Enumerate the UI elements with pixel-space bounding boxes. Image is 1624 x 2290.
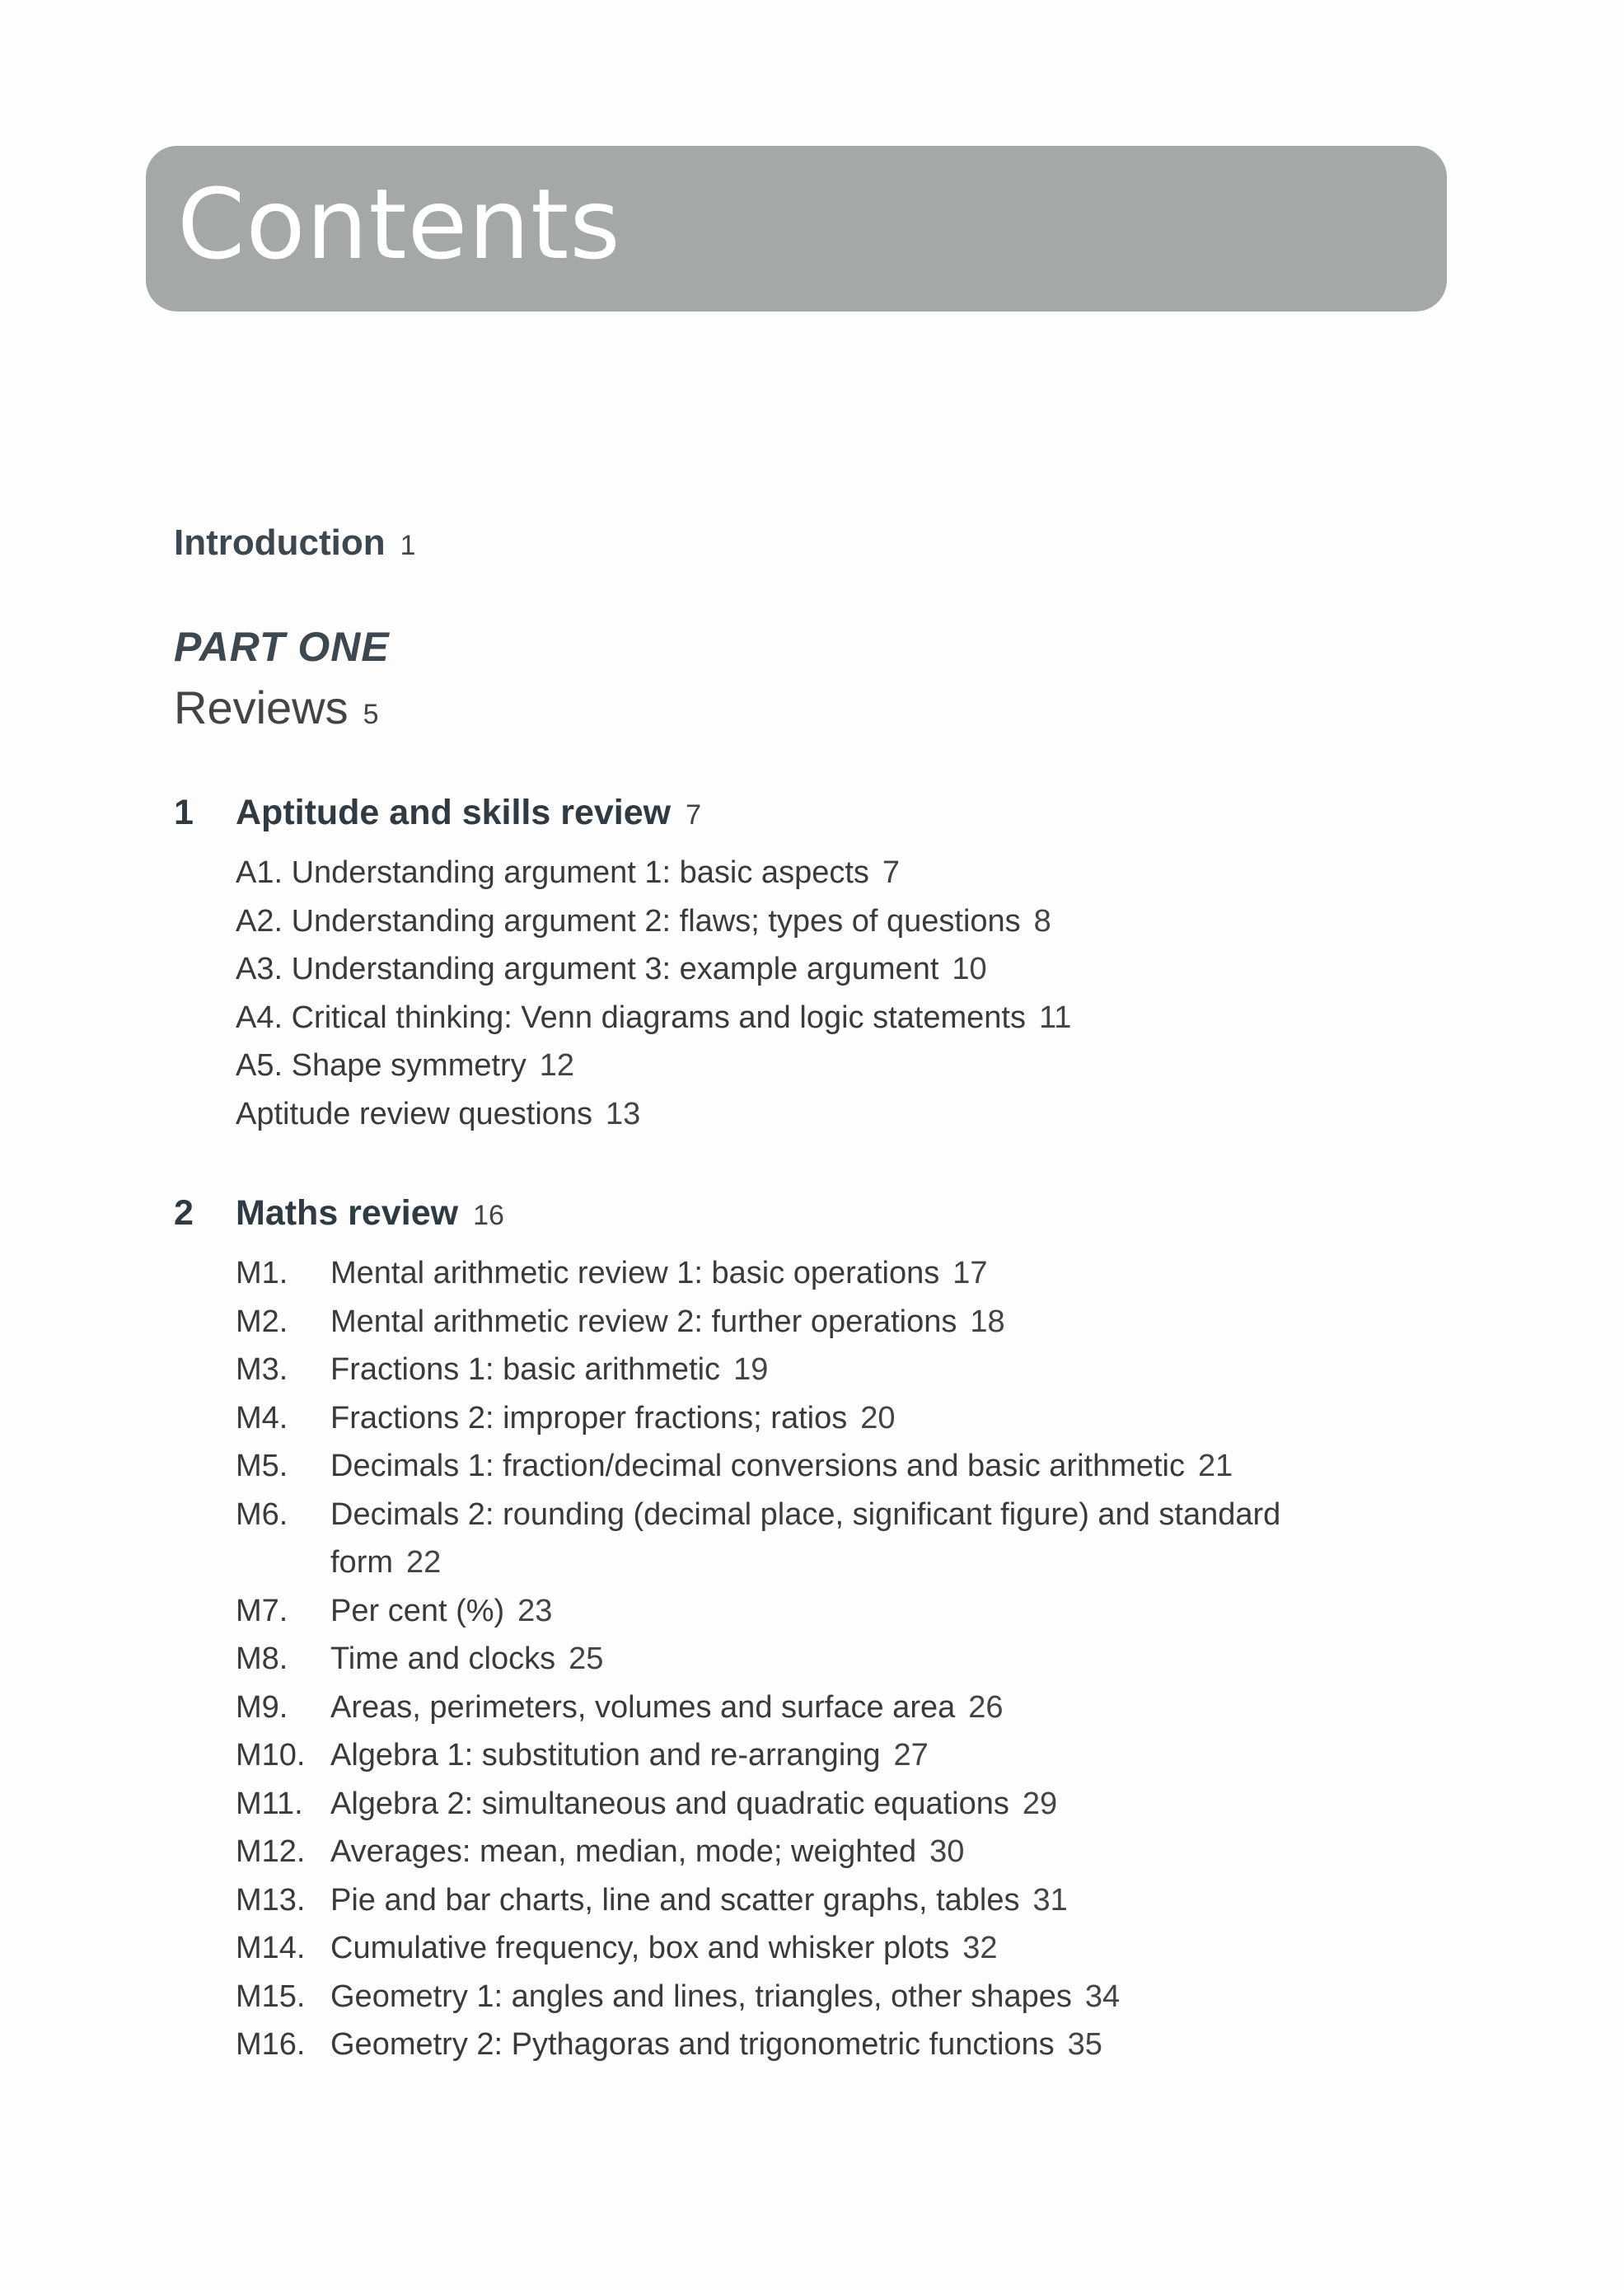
page-number: 11 <box>1038 1000 1072 1035</box>
entry-title: A5. Shape symmetry <box>236 1048 527 1083</box>
toc-entry <box>236 1090 640 1138</box>
entry-title: Averages: mean, median, mode; weighted <box>330 1834 917 1869</box>
chapter-number: 1 <box>174 793 194 832</box>
entry-title: A1. Understanding argument 1: basic aspects <box>236 855 869 890</box>
page-number: 20 <box>860 1400 896 1435</box>
entry-title: Time and clocks <box>330 1641 556 1676</box>
entry-title: Geometry 2: Pythagoras and trigonometric functions <box>330 2027 1055 2062</box>
entry-text-line <box>330 1828 964 1876</box>
entry-title: Decimals 1: fraction/decimal conversions and basic arithmetic <box>330 1449 1185 1483</box>
page-number: 1 <box>400 530 416 561</box>
entry-text-line <box>330 1924 998 1972</box>
toc-entry <box>236 1394 1406 1442</box>
page-number: 8 <box>1033 903 1051 939</box>
part-title <box>174 681 379 742</box>
entry-title: A3. Understanding argument 3: example argument <box>236 952 939 986</box>
page-number: 30 <box>929 1834 965 1869</box>
entry-title: Pie and bar charts, line and scatter graphs, tables <box>330 1882 1020 1918</box>
entry-label: M1. <box>236 1256 288 1290</box>
toc-entry <box>236 1587 1406 1635</box>
entry-title: A2. Understanding argument 2: flaws; types of questions <box>236 903 1021 939</box>
entry-text-line <box>330 1587 552 1635</box>
entry-label: M2. <box>236 1304 288 1339</box>
chapter-title-line <box>236 789 701 839</box>
toc-entry <box>236 897 1051 945</box>
page-number: 34 <box>1084 1979 1121 2014</box>
page-number: 27 <box>893 1738 929 1773</box>
page-number: 32 <box>962 1931 998 1965</box>
chapter-number: 2 <box>174 1193 194 1233</box>
toc-entry <box>236 1828 1406 1876</box>
entry-label: M5. <box>236 1449 288 1483</box>
toc-entry <box>236 1973 1406 2021</box>
page-number: 5 <box>363 699 379 730</box>
page-title: Contents <box>177 167 621 281</box>
entry-title: Algebra 2: simultaneous and quadratic equations <box>330 1786 1009 1821</box>
entry-title: Areas, perimeters, volumes and surface area <box>330 1689 956 1725</box>
entry-title: Introduction <box>174 522 386 563</box>
toc-entry <box>236 1442 1406 1490</box>
page-number: 26 <box>968 1689 1004 1725</box>
entry-label: M8. <box>236 1641 288 1676</box>
toc-entry <box>236 994 1071 1042</box>
entry-title: Fractions 1: basic arithmetic <box>330 1352 721 1387</box>
entry-text-line <box>330 1298 1005 1346</box>
entry-label: M15. <box>236 1979 306 2014</box>
entry-title: Aptitude review questions <box>236 1096 593 1131</box>
page-number: 17 <box>952 1256 988 1290</box>
part-heading: PART ONE <box>174 624 390 670</box>
entry-label: M7. <box>236 1593 288 1628</box>
entry-text-line <box>330 1780 1057 1828</box>
toc-entry <box>236 1042 574 1089</box>
entry-label: M10. <box>236 1738 306 1773</box>
page-number: 35 <box>1067 2027 1102 2062</box>
toc-entry <box>236 1346 1406 1393</box>
chapter-title-line <box>236 1189 504 1239</box>
toc-entry-introduction <box>174 519 416 569</box>
entry-label: M12. <box>236 1834 306 1869</box>
toc-entry <box>236 945 987 993</box>
entry-text-line <box>330 1731 929 1779</box>
entry-text-line <box>330 1442 1233 1490</box>
chapter-heading <box>174 1189 1410 1237</box>
entry-label: M6. <box>236 1496 288 1532</box>
entry-text-line <box>330 1249 988 1297</box>
toc-entry <box>236 1876 1406 1924</box>
chapter-heading <box>174 789 1410 836</box>
entry-title: Geometry 1: angles and lines, triangles, other shapes <box>330 1979 1072 2014</box>
entry-title: Mental arithmetic review 2: further operations <box>330 1304 957 1339</box>
page-number: 16 <box>473 1200 504 1231</box>
entry-label: M13. <box>236 1882 306 1918</box>
entry-title: A4. Critical thinking: Venn diagrams and logic statements <box>236 1000 1026 1035</box>
entry-title: Reviews <box>174 681 349 733</box>
entry-text-line <box>330 1394 896 1442</box>
page-number: 25 <box>569 1641 604 1676</box>
page-number: 22 <box>406 1545 442 1580</box>
page-number: 23 <box>517 1593 553 1628</box>
entry-label: M16. <box>236 2027 306 2062</box>
entry-label: M4. <box>236 1400 288 1435</box>
page-number: 7 <box>686 799 702 831</box>
entry-label: M14. <box>236 1931 306 1965</box>
page-number: 29 <box>1022 1786 1058 1821</box>
contents-banner <box>146 146 1447 311</box>
entry-text-line <box>330 1491 1280 1538</box>
page-number: 12 <box>539 1048 574 1083</box>
entry-title: Algebra 1: substitution and re-arranging <box>330 1738 881 1773</box>
entry-title: Decimals 2: rounding (decimal place, significant figure) and standard <box>330 1496 1281 1532</box>
entry-title: form <box>330 1545 393 1580</box>
toc-entry <box>236 1491 1406 1538</box>
toc-entry <box>236 1684 1406 1731</box>
page-number: 7 <box>882 855 901 890</box>
entry-title: Fractions 2: improper fractions; ratios <box>330 1400 848 1435</box>
page-number: 19 <box>733 1352 769 1387</box>
entry-text-line <box>330 1876 1068 1924</box>
entry-title: Per cent (%) <box>330 1593 505 1628</box>
entry-text-line <box>330 1635 603 1683</box>
entry-text-line <box>330 2021 1102 2068</box>
toc-entry <box>236 1635 1406 1683</box>
toc-entry <box>236 1924 1406 1972</box>
page-number: 10 <box>952 952 987 986</box>
entry-text-line <box>330 1973 1120 2021</box>
toc-entry <box>236 1249 1406 1297</box>
toc-entry <box>236 2021 1406 2068</box>
entry-title: Cumulative frequency, box and whisker plots <box>330 1931 950 1965</box>
page-number: 31 <box>1032 1882 1068 1918</box>
chapter-title: Maths review <box>236 1193 459 1233</box>
entry-label: M3. <box>236 1352 288 1387</box>
toc-entry <box>236 849 900 897</box>
page-number: 21 <box>1197 1449 1233 1483</box>
toc-entry <box>236 1780 1406 1828</box>
entry-text-line <box>330 1346 768 1393</box>
entry-label: M9. <box>236 1689 288 1725</box>
entry-title: Mental arithmetic review 1: basic operations <box>330 1256 940 1290</box>
entry-label: M11. <box>236 1786 303 1821</box>
entry-text-line <box>330 1684 1004 1731</box>
page-number: 18 <box>970 1304 1005 1339</box>
chapter-title: Aptitude and skills review <box>236 793 672 832</box>
toc-entry <box>236 1298 1406 1346</box>
page-number: 13 <box>606 1096 641 1131</box>
toc-entry <box>236 1731 1406 1779</box>
toc-entry-continuation <box>330 1538 441 1586</box>
